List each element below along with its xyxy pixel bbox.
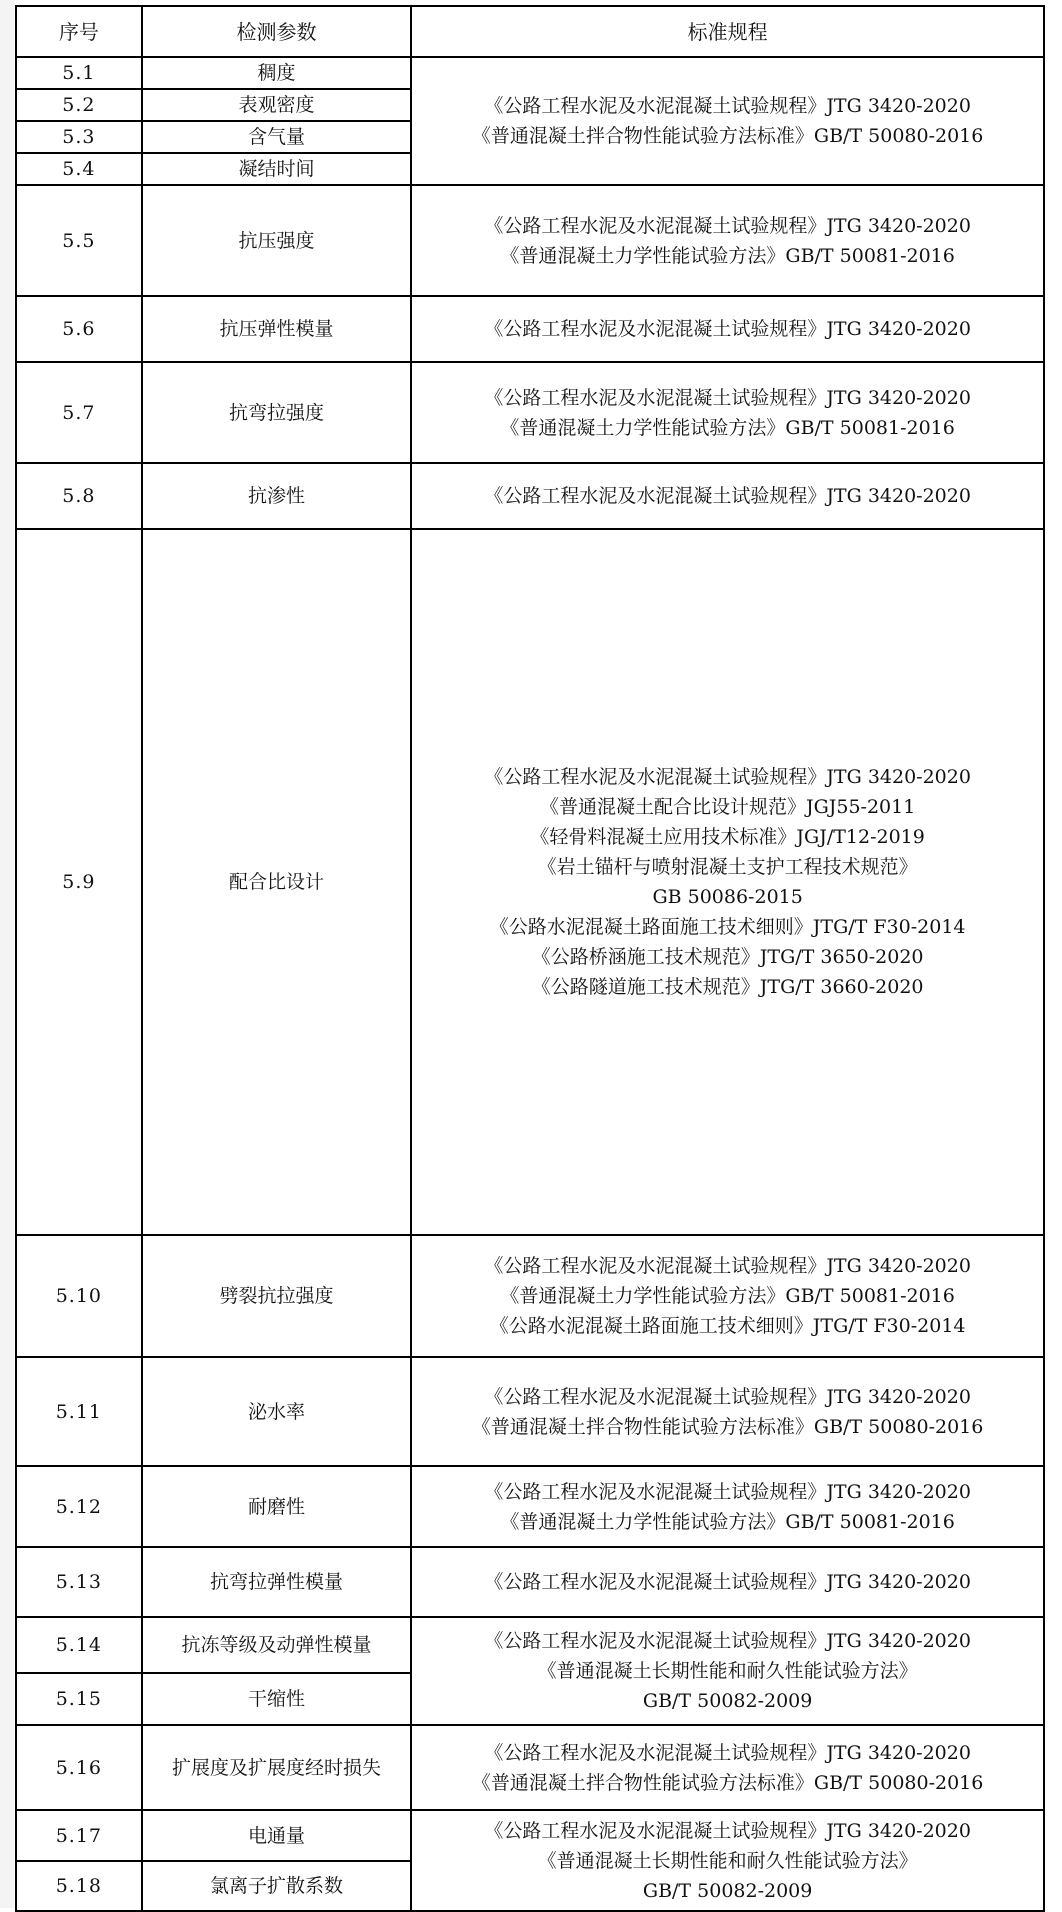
standard-line: 《公路工程水泥及水泥混凝土试验规程》JTG 3420-2020 xyxy=(484,214,971,237)
parameter-cell: 氯离子扩散系数 xyxy=(142,1861,412,1911)
serial-cell: 5.2 xyxy=(16,89,142,121)
serial-cell: 5.11 xyxy=(16,1357,142,1466)
table-row xyxy=(16,1466,1044,1547)
serial-cell: 5.13 xyxy=(16,1547,142,1617)
serial-cell: 5.12 xyxy=(16,1466,142,1547)
standard-line: GB/T 50082-2009 xyxy=(642,1879,813,1902)
standard-line: 《普通混凝土长期性能和耐久性能试验方法》 xyxy=(537,1849,918,1872)
standard-cell xyxy=(411,296,1044,362)
table-row xyxy=(16,1235,1044,1357)
parameter-cell: 稠度 xyxy=(142,57,412,89)
table-row xyxy=(16,1357,1044,1466)
table-row xyxy=(16,1547,1044,1617)
standard-line: 《岩土锚杆与喷射混凝土支护工程技术规范》 xyxy=(537,856,918,878)
parameter-cell: 耐磨性 xyxy=(142,1466,412,1547)
serial-cell: 5.9 xyxy=(16,529,142,1235)
standard-line: 《公路工程水泥及水泥混凝土试验规程》JTG 3420-2020 xyxy=(484,766,971,788)
serial-cell: 5.18 xyxy=(16,1861,142,1911)
standard-line: 《普通混凝土配合比设计规范》JGJ55-2011 xyxy=(539,796,916,818)
standard-cell xyxy=(411,1725,1044,1810)
standard-cell xyxy=(411,57,1044,185)
table-row xyxy=(16,463,1044,529)
table-row xyxy=(16,529,1044,1235)
standard-line: 《公路水泥混凝土路面施工技术细则》JTG/T F30-2014 xyxy=(489,916,966,938)
standard-line: 《轻骨料混凝土应用技术标准》JGJ/T12-2019 xyxy=(530,826,925,848)
page-margin xyxy=(0,0,14,1908)
standard-line: 《公路工程水泥及水泥混凝土试验规程》JTG 3420-2020 xyxy=(484,1819,971,1842)
parameter-cell: 凝结时间 xyxy=(142,153,412,185)
standard-line: 《普通混凝土力学性能试验方法》GB/T 50081-2016 xyxy=(500,1510,955,1533)
standard-cell xyxy=(411,463,1044,529)
standard-line: 《普通混凝土长期性能和耐久性能试验方法》 xyxy=(537,1660,918,1682)
serial-cell: 5.14 xyxy=(16,1617,142,1673)
standard-line: 《公路工程水泥及水泥混凝土试验规程》JTG 3420-2020 xyxy=(484,1480,971,1503)
standard-cell xyxy=(411,1235,1044,1357)
table-row xyxy=(16,1617,1044,1673)
standard-line: 《公路工程水泥及水泥混凝土试验规程》JTG 3420-2020 xyxy=(484,1255,971,1277)
standard-cell xyxy=(411,185,1044,296)
standard-line: 《公路水泥混凝土路面施工技术细则》JTG/T F30-2014 xyxy=(489,1315,966,1337)
parameter-cell: 抗压弹性模量 xyxy=(142,296,412,362)
standard-line: 《普通混凝土力学性能试验方法》GB/T 50081-2016 xyxy=(500,244,955,267)
standard-cell xyxy=(411,1466,1044,1547)
parameter-cell: 表观密度 xyxy=(142,89,412,121)
serial-cell: 5.10 xyxy=(16,1235,142,1357)
serial-cell: 5.8 xyxy=(16,463,142,529)
standard-line: 《公路隧道施工技术规范》JTG/T 3660-2020 xyxy=(531,976,924,998)
serial-cell: 5.6 xyxy=(16,296,142,362)
standard-cell xyxy=(411,1810,1044,1911)
standard-line: GB 50086-2015 xyxy=(652,886,803,908)
serial-cell: 5.1 xyxy=(16,57,142,89)
serial-cell: 5.7 xyxy=(16,362,142,463)
standard-line: 《公路工程水泥及水泥混凝土试验规程》JTG 3420-2020 xyxy=(484,386,971,409)
parameter-cell: 扩展度及扩展度经时损失 xyxy=(142,1725,412,1810)
serial-cell: 5.15 xyxy=(16,1673,142,1725)
standard-cell xyxy=(411,362,1044,463)
standard-cell xyxy=(411,1357,1044,1466)
table-row xyxy=(16,57,1044,89)
standard-line: 《普通混凝土拌合物性能试验方法标准》GB/T 50080-2016 xyxy=(471,1771,984,1794)
table-row xyxy=(16,185,1044,296)
parameter-cell: 抗弯拉弹性模量 xyxy=(142,1547,412,1617)
serial-cell: 5.5 xyxy=(16,185,142,296)
table-row xyxy=(16,1810,1044,1861)
serial-cell: 5.16 xyxy=(16,1725,142,1810)
standard-line: 《公路工程水泥及水泥混凝土试验规程》JTG 3420-2020 xyxy=(484,1571,971,1593)
header-parameter: 检测参数 xyxy=(142,6,412,57)
parameter-cell: 干缩性 xyxy=(142,1673,412,1725)
table-row xyxy=(16,362,1044,463)
standard-line: 《公路桥涵施工技术规范》JTG/T 3650-2020 xyxy=(531,946,924,968)
standard-line: 《公路工程水泥及水泥混凝土试验规程》JTG 3420-2020 xyxy=(484,95,971,117)
standard-cell xyxy=(411,1617,1044,1725)
header-row xyxy=(16,6,1044,57)
standard-line: 《公路工程水泥及水泥混凝土试验规程》JTG 3420-2020 xyxy=(484,1630,971,1652)
parameter-cell: 抗渗性 xyxy=(142,463,412,529)
standards-table xyxy=(15,5,1045,1912)
header-standard: 标准规程 xyxy=(411,6,1044,57)
standard-line: 《普通混凝土拌合物性能试验方法标准》GB/T 50080-2016 xyxy=(471,1415,984,1438)
standard-line: 《公路工程水泥及水泥混凝土试验规程》JTG 3420-2020 xyxy=(484,1385,971,1408)
parameter-cell: 抗压强度 xyxy=(142,185,412,296)
standard-line: 《普通混凝土力学性能试验方法》GB/T 50081-2016 xyxy=(500,1285,955,1307)
serial-cell: 5.17 xyxy=(16,1810,142,1861)
parameter-cell: 电通量 xyxy=(142,1810,412,1861)
standard-cell xyxy=(411,529,1044,1235)
standard-line: GB/T 50082-2009 xyxy=(642,1690,813,1712)
serial-cell: 5.3 xyxy=(16,121,142,153)
header-serial: 序号 xyxy=(16,6,142,57)
standard-line: 《普通混凝土力学性能试验方法》GB/T 50081-2016 xyxy=(500,416,955,439)
table-row xyxy=(16,1725,1044,1810)
parameter-cell: 抗冻等级及动弹性模量 xyxy=(142,1617,412,1673)
serial-cell: 5.4 xyxy=(16,153,142,185)
table-row xyxy=(16,296,1044,362)
standard-line: 《公路工程水泥及水泥混凝土试验规程》JTG 3420-2020 xyxy=(484,485,971,507)
standard-cell xyxy=(411,1547,1044,1617)
parameter-cell: 含气量 xyxy=(142,121,412,153)
parameter-cell: 抗弯拉强度 xyxy=(142,362,412,463)
standard-line: 《普通混凝土拌合物性能试验方法标准》GB/T 50080-2016 xyxy=(471,125,984,147)
parameter-cell: 泌水率 xyxy=(142,1357,412,1466)
standard-line: 《公路工程水泥及水泥混凝土试验规程》JTG 3420-2020 xyxy=(484,1741,971,1764)
standard-line: 《公路工程水泥及水泥混凝土试验规程》JTG 3420-2020 xyxy=(484,318,971,340)
parameter-cell: 配合比设计 xyxy=(142,529,412,1235)
parameter-cell: 劈裂抗拉强度 xyxy=(142,1235,412,1357)
